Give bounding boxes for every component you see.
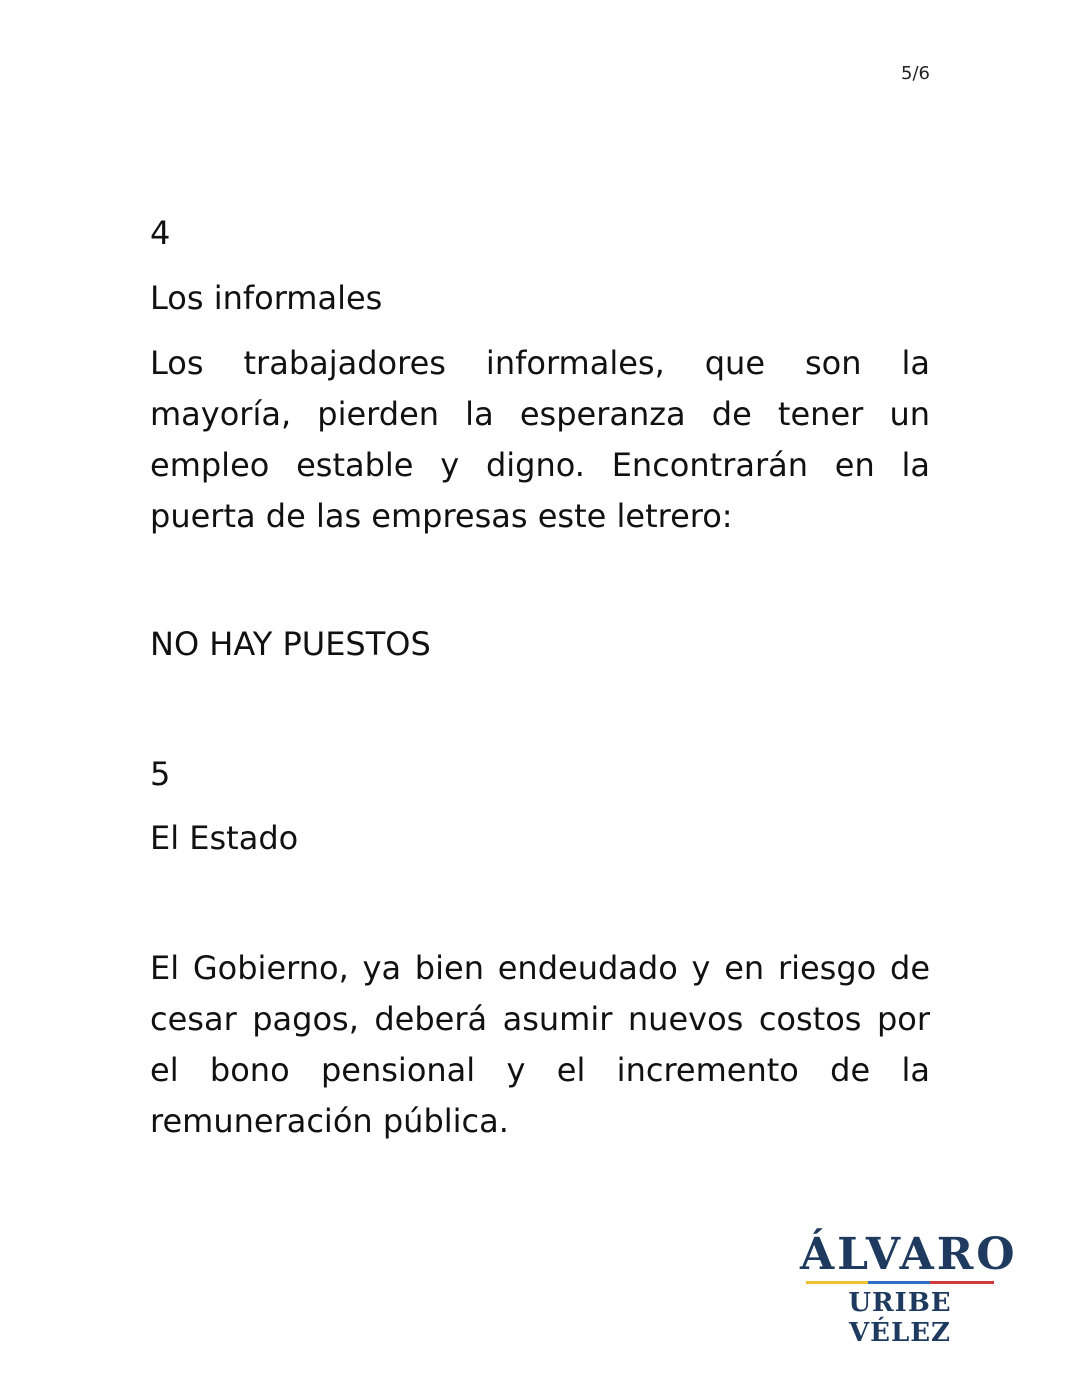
logo-color-stripe bbox=[806, 1281, 994, 1284]
section-4-body: Los trabajadores informales, que son la mayoría, pierden la esperanza de tener un empleo estable y digno. Encontrarán en la puerta de las empresas este letrero: bbox=[150, 344, 930, 535]
section-5-title: El Estado bbox=[150, 819, 299, 857]
sign-text: NO HAY PUESTOS bbox=[150, 625, 431, 663]
logo-line-2: URIBE VÉLEZ bbox=[848, 1288, 952, 1348]
alvaro-uribe-velez-logo bbox=[800, 1229, 1018, 1348]
page-number: 5/6 bbox=[901, 63, 930, 84]
section-5-body: El Gobierno, ya bien endeudado y en riesgo de cesar pagos, deberá asumir nuevos costos por el bono pensional y el incremento de la remuneración pública. bbox=[150, 949, 930, 1140]
logo-line-1: ÁLVARO bbox=[800, 1229, 1018, 1280]
section-5-number: 5 bbox=[150, 755, 171, 793]
section-4-title: Los informales bbox=[150, 279, 383, 317]
section-4-number: 4 bbox=[150, 214, 171, 252]
